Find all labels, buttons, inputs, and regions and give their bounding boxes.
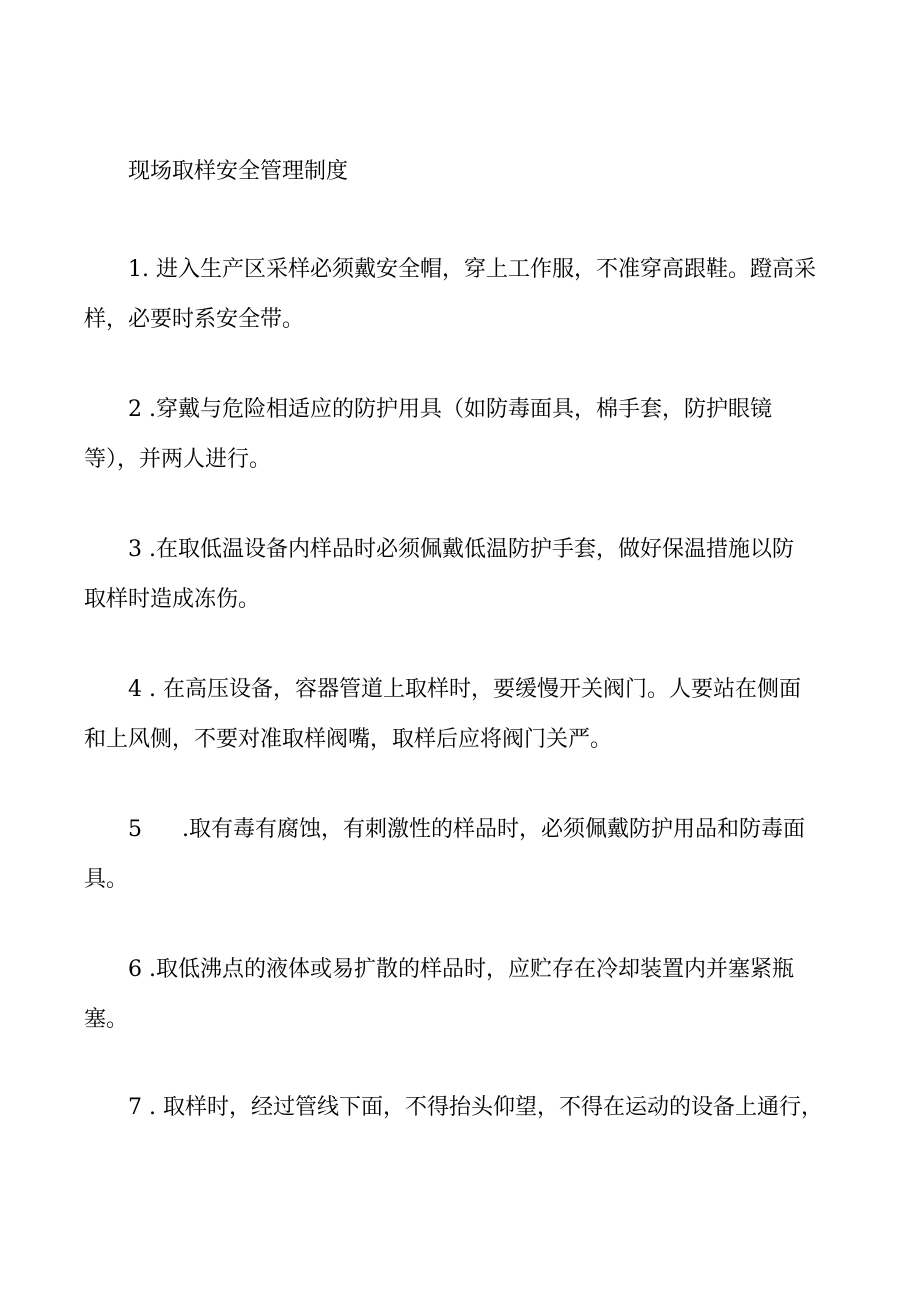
document-title: 现场取样安全管理制度 — [128, 159, 349, 184]
rule-paragraph-7 — [84, 1083, 844, 1133]
paragraph-line: 具。 — [84, 867, 129, 892]
paragraph-line: 样，必要时系安全带。 — [84, 307, 305, 332]
paragraph-line: 等），并两人进行。 — [84, 447, 272, 472]
rule-paragraph-2 — [84, 385, 844, 485]
rule-paragraph-5 — [84, 805, 844, 905]
paragraph-line: 7 . 取样时，经过管线下面，不得抬头仰望，不得在运动的设备上通行， — [128, 1095, 823, 1120]
paragraph-line: 取样时造成冻伤。 — [84, 587, 261, 612]
paragraph-line-text: .取有毒有腐蚀，有刺激性的样品时，必须佩戴防护用品和防毒面 — [182, 817, 805, 842]
paragraph-line: 塞。 — [84, 1007, 129, 1032]
paragraph-line — [84, 805, 844, 855]
paragraph-line: 3 .在取低温设备内样品时必须佩戴低温防护手套，做好保温措施以防 — [128, 537, 794, 562]
paragraph-line: 6 .取低沸点的液体或易扩散的样品时，应贮存在冷却装置内并塞紧瓶 — [128, 957, 794, 982]
rule-number: 5 — [128, 817, 142, 842]
rule-paragraph-1 — [84, 245, 844, 345]
paragraph-line: 和上风侧，不要对准取样阀嘴，取样后应将阀门关严。 — [84, 727, 613, 752]
rule-paragraph-4 — [84, 665, 844, 765]
paragraph-line: 4 . 在高压设备，容器管道上取样时，要缓慢开关阀门。人要站在侧面 — [128, 677, 801, 702]
paragraph-line: 1. 进入生产区采样必须戴安全帽，穿上工作服，不准穿高跟鞋。蹬高采 — [128, 257, 816, 282]
rule-paragraph-3 — [84, 525, 844, 625]
paragraph-line: 2 .穿戴与危险相适应的防护用具（如防毒面具，棉手套，防护眼镜 — [128, 397, 772, 422]
rule-paragraph-6 — [84, 945, 844, 1045]
